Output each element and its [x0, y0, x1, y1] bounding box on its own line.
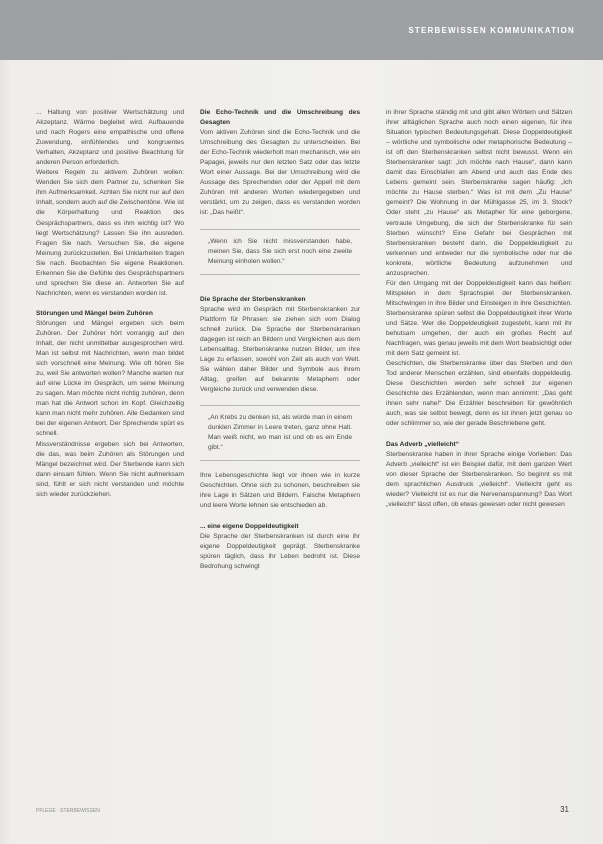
- text-column-1: [36, 108, 184, 748]
- paragraph: Störungen und Mängel ergeben sich beim Zuhören. Der Zuhörer hört vorrangig auf den Inhalt, der nicht unmittelbar ausgesprochen wird. Man ist selbst mit Nachrichten, wenn man bildet sich vorschnell eine Meinung. Wie oft hören Sie zu, weil Sie antworten wollen? Manche warten nur auf eine Lücke im Gespräch, um seine Meinung zu sagen. Man möchte nicht richtig zuhören, denn man hat die Antwort schon im Kopf. Gleichzeitig kann man nicht mehr zuhören. Alle Gedanken sind bei der eigenen Antwort. Der Sprechende spürt es schnell.: [36, 319, 184, 438]
- subheading: Die Sprache der Sterbenskranken: [200, 295, 306, 303]
- section-header: STERBEWISSEN KOMMUNIKATION: [408, 26, 575, 35]
- spacer: [36, 299, 184, 309]
- paragraph: Missverständnisse ergeben sich bei Antworten, die das, was beim Zuhören als Störungen und Mängel bezeichnet wird. Der Sterbende kann sich dann einsam fühlen. Wenn Sie nicht aufmerksam sind, fühlt er sich nicht verstanden und möchte sich wieder zurückziehen.: [36, 440, 184, 498]
- header-bar: [0, 0, 603, 60]
- text-column-3: [386, 108, 572, 748]
- spacer: [386, 430, 572, 440]
- paragraph: ... Haltung von positiver Wertschätzung und Akzeptanz. Wärme begleitet wird. Aufbauende und nach Rogers eine empathische und offene Zuwendung, einfühlendes und kongruentes Verhalten, Akzeptanz und positive Beachtung für anderen Person erforderlich.: [36, 109, 184, 167]
- paragraph: Sprache wird im Gespräch mit Sterbenskranken zur Plattform für Phrasen: sie ziehen sich vom Dialog schnell zurück. Die Sprache der Sterbenskranken dagegen ist reich an Bildern und Vergleichen aus dem Lebensalltag. Sterbenskranke nutzen Bilder, um ihre Lage zu erfassen, sowohl von Zeit als auch von Welt. Sie wählen daher Bilder und Symbole aus ihrem Alltag, greifen auf bekannte Metaphern oder Vergleiche zurück und verwenden diese.: [200, 305, 360, 394]
- paragraph: Die Sprache der Sterbenskranken ist durch eine ihr eigene Doppeldeutigkeit geprägt. Sterbenskranke spüren täglich, dass ihr Leben bedroht ist. Diese Bedrohung schwingt: [200, 532, 360, 570]
- subheading: Störungen und Mängel beim Zuhören: [36, 309, 153, 317]
- paragraph: in ihrer Sprache ständig mit und gibt allen Wörtern und Sätzen ihrer alltäglichen Sprache auch noch einen eigenen, für ihre Situation typischen Bedeutungsgehalt. Diese Doppeldeutigkeit – wörtliche und symbolische oder metaphorische Bedeutung – ist oft den Sterbenskranken selbst nicht bewusst. Wenn ein Sterbenskranker sagt: „Ich möchte nach Hause“, dann kann damit das Einschlafen am Abend und auch das Ende des Lebens gemeint sein. Sterbenskranke sagen häufig: „Ich möchte zu Hause sterben.“ Was ist mit dem „Zu Hause“ gemeint? Die Wohnung in der Mühlgasse 25, im 3. Stock? Oder steht „zu Hause“ als Metapher für eine geborgene, vertraute Umgebung, die sich der Sterbenskranke für sein Sterben wünscht? Eine Gefahr bei Gesprächen mit Sterbenskranken besteht darin, die Doppeldeutigkeit zu verkennen und entweder nur die symbolische oder nur die konkrete, wörtliche Bedeutung aufzunehmen und anzusprechen.: [386, 109, 572, 277]
- paragraph: Für den Umgang mit der Doppeldeutigkeit kann das heißen: Mitspielen in dem Sprachspiel der Sterbenskranken. Mitschwingen in ihre Bilder und Einsteigen in ihre Geschichten. Sterbenskranke spüren selbst die Doppeldeutigkeit ihrer Worte und Sätze. Wer die Doppeldeutigkeit zugesteht, kann mit ihr behutsam umgehen, der auch ein großes Recht auf Nachfragen, was genau jeweils mit dem Wort beabsichtigt oder mit dem Satz gemeint ist.: [386, 279, 572, 358]
- subheading: Die Echo-Technik und die Umschreibung des Gesagten: [200, 109, 360, 127]
- paragraph: Weitere Regeln zu aktivem Zuhören wollen: Wenden Sie sich dem Partner zu, schenken Sie ihm Aufmerksamkeit. Achten Sie nicht nur auf den Inhalt, sondern auch auf die Zwischentöne. Wie ist die Körperhaltung und Reaktion des Gesprächspartners, dass es ihm wichtig ist? Wo liegt Wertschätzung? Lassen Sie ihn ausreden. Fragen Sie nach. Versuchen Sie, die eigene Meinung zurückzustellen. Bei Unklarheiten fragen Sie nach. Beobachten Sie eigene Reaktionen. Erkennen Sie die Gefühle des Gesprächspartners und sprechen Sie diese an. Antworten Sie auf Nachrichten, wenn es verstanden worden ist.: [36, 169, 184, 297]
- pull-quote: „An Krebs zu denken ist, als würde man in einem dunklen Zimmer in Leere treten, ganz ohne Halt. Man weiß nicht, wo man ist und ob es ein Ende gibt.“: [200, 405, 360, 461]
- spacer: [200, 512, 360, 522]
- subheading: ... eine eigene Doppeldeutigkeit: [200, 522, 299, 530]
- paragraph: Ihre Lebensgeschichte liegt vor ihnen wie in kurze Geschichten. Ohne sich zu schonen, beschreiben sie ihre Lage in Sätzen und Bildern. Falsche Metaphern und leere Worte lehnen sie entschieden ab.: [200, 472, 360, 510]
- paragraph: Vom aktiven Zuhören sind die Echo-Technik und die Umschreibung des Gesagten zu unterscheiden. Bei der Echo-Technik wiederholt man mechanisch, wie ein Papagei, jeweils nur den letzten Satz oder das letzte Wort einer Aussage. Bei der Umschreibung wird die Aussage des Sprechenden oder der Appell mit dem Zuhören mit anderen Worten wiedergegeben und verstärkt, um zu zeigen, dass es verstanden worden ist: „Das heißt“.: [200, 129, 360, 217]
- subheading: Das Adverb „vielleicht“: [386, 440, 460, 448]
- page-number: 31: [560, 805, 569, 814]
- pull-quote: „Wenn ich Sie nicht missverstanden habe, meinen Sie, dass Sie sich erst noch eine zweite Meinung einholen wollen.“: [200, 229, 360, 275]
- footer-label: PFLEGE · STERBEWISSEN: [36, 808, 100, 814]
- text-column-2: [200, 108, 360, 748]
- spacer: [200, 285, 360, 295]
- paragraph: Sterbenskranke haben in ihrer Sprache einige Vorlieben: Das Adverb „vielleicht“ ist ein Beispiel dafür, mit dem ganzen Wert von dieser Sprache der Sterbenskranken. So beginnt es mit dem sprachlichen Ausdruck „vielleicht“. Vielleicht geht es wieder? Vielleicht ist es nur die Nervenanspannung? Das Wort „vielleicht“ lässt offen, ob etwas gewesen oder nicht gewesen: [386, 450, 572, 508]
- paragraph: Geschichten, die Sterbenskranke über das Sterben und den Tod anderer Menschen erzählen, sind ebenfalls doppeldeutig. Diese Geschichten werden sehr schnell zur eigenen Geschichte des Erzählenden, wenn man annimmt: „Das geht ihnen sehr nahe!“ Die Erzähler beschreiben für gewöhnlich auch, was sie selbst bewegt, denn es ist ihnen jetzt genau so oder schlimmer so, wie der gerade Beschriebene geht.: [386, 360, 572, 428]
